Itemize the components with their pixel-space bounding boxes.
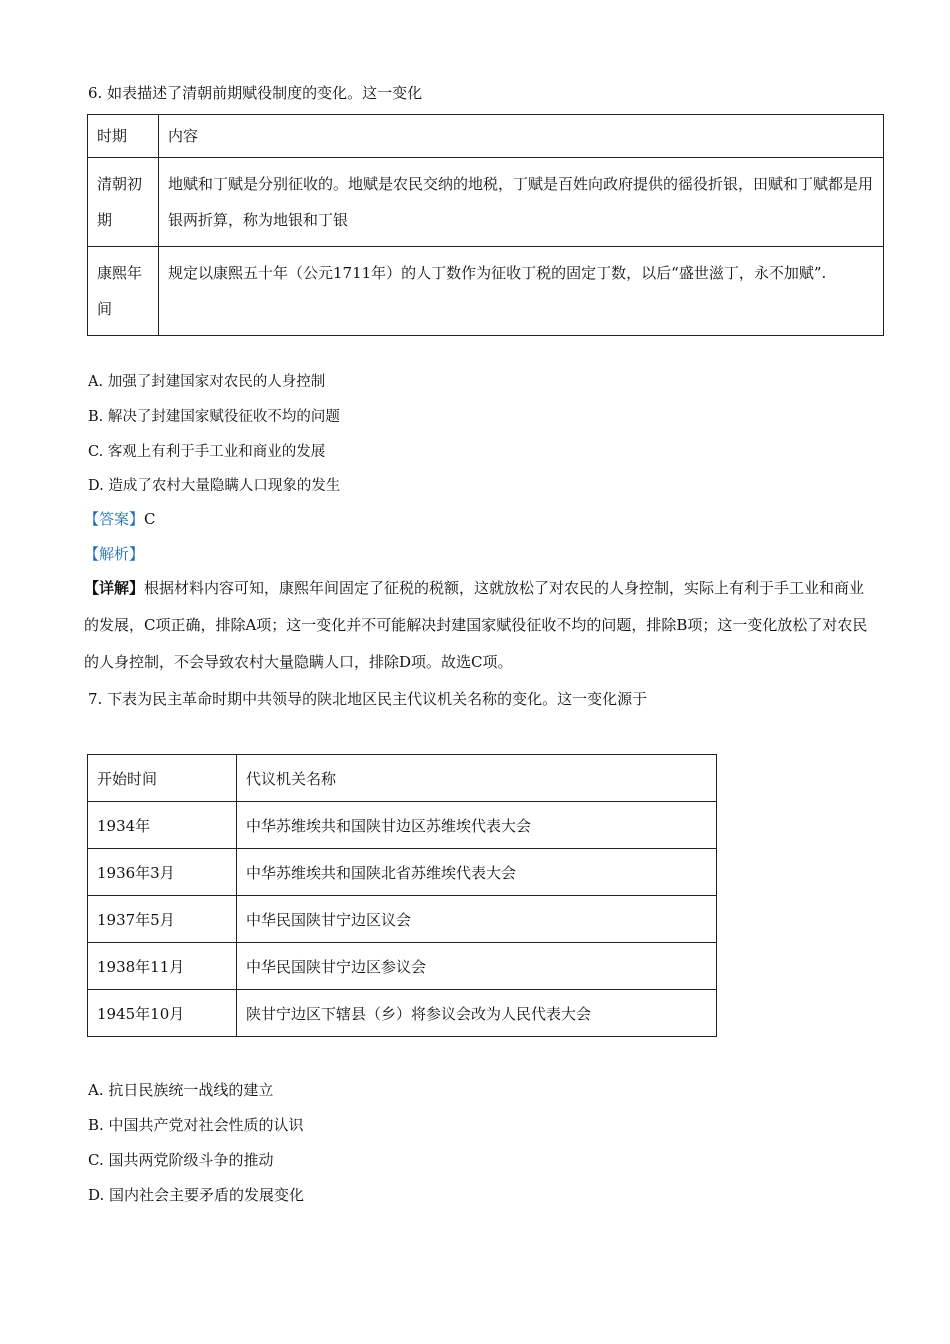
detail-tag: 【详解】 xyxy=(84,579,145,597)
option-a: A. 抗日民族统一战线的建立 xyxy=(88,1081,274,1099)
table-row xyxy=(88,943,717,990)
table-header-row xyxy=(88,115,884,158)
answer-tag: 【答案】 xyxy=(84,510,145,528)
detail-text: 根据材料内容可知，康熙年间固定了征税的税额，这就放松了对农民的人身控制，实际上有利于手工业和商业的发展，C项正确，排除A项；这一变化并不可能解决封建国家赋役征收不均的问题，排除B项；这一变化放松了对农民的人身控制，不会导致农村大量隐瞒人口，排除D项。故选C项。 xyxy=(84,579,868,671)
table-header-cell: 代议机关名称 xyxy=(237,755,717,802)
table-row xyxy=(88,158,884,247)
table-row xyxy=(88,247,884,336)
table-cell-date: 1945年10月 xyxy=(88,990,237,1037)
table-row xyxy=(88,849,717,896)
table-cell-date: 1934年 xyxy=(88,802,237,849)
table-cell-name: 中华苏维埃共和国陕甘边区苏维埃代表大会 xyxy=(237,802,717,849)
question-7-table xyxy=(87,754,717,1037)
table-cell-date: 1936年3月 xyxy=(88,849,237,896)
table-cell-name: 陕甘宁边区下辖县（乡）将参议会改为人民代表大会 xyxy=(237,990,717,1037)
table-row xyxy=(88,990,717,1037)
table-cell-name: 中华苏维埃共和国陕北省苏维埃代表大会 xyxy=(237,849,717,896)
table-header-cell: 内容 xyxy=(159,115,884,158)
table-header-row xyxy=(88,755,717,802)
option-d: D. 造成了农村大量隐瞒人口现象的发生 xyxy=(88,478,341,494)
question-6-table xyxy=(87,114,884,336)
table-header-cell: 开始时间 xyxy=(88,755,237,802)
table-cell-content: 地赋和丁赋是分别征收的。地赋是农民交纳的地税，丁赋是百姓向政府提供的徭役折银，田赋和丁赋都是用银两折算，称为地银和丁银 xyxy=(159,158,884,247)
table-cell-name: 中华民国陕甘宁边区议会 xyxy=(237,896,717,943)
option-a: A. 加强了封建国家对农民的人身控制 xyxy=(88,374,326,390)
table-cell-date: 1938年11月 xyxy=(88,943,237,990)
option-b: B. 解决了封建国家赋役征收不均的问题 xyxy=(88,409,340,425)
table-row xyxy=(88,896,717,943)
table-cell-period: 康熙年间 xyxy=(88,247,159,336)
option-c: C. 国共两党阶级斗争的推动 xyxy=(88,1151,274,1169)
option-b: B. 中国共产党对社会性质的认识 xyxy=(88,1116,304,1134)
table-header-cell: 时期 xyxy=(88,115,159,158)
question-6-title: 6. 如表描述了清朝前期赋役制度的变化。这一变化 xyxy=(88,84,423,102)
option-c: C. 客观上有利于手工业和商业的发展 xyxy=(88,444,326,460)
question-7-title: 7. 下表为民主革命时期中共领导的陕北地区民主代议机关名称的变化。这一变化源于 xyxy=(88,690,648,708)
detail-paragraph xyxy=(84,570,874,681)
answer-value: C xyxy=(144,510,156,528)
table-row xyxy=(88,802,717,849)
table-cell-period: 清朝初期 xyxy=(88,158,159,247)
option-d: D. 国内社会主要矛盾的发展变化 xyxy=(88,1186,305,1204)
answer-line xyxy=(84,508,156,529)
analysis-tag: 【解析】 xyxy=(84,545,145,563)
table-cell-date: 1937年5月 xyxy=(88,896,237,943)
table-cell-name: 中华民国陕甘宁边区参议会 xyxy=(237,943,717,990)
table-cell-content: 规定以康熙五十年（公元1711年）的人丁数作为征收丁税的固定丁数，以后“盛世滋丁，永不加赋”. xyxy=(159,247,884,336)
